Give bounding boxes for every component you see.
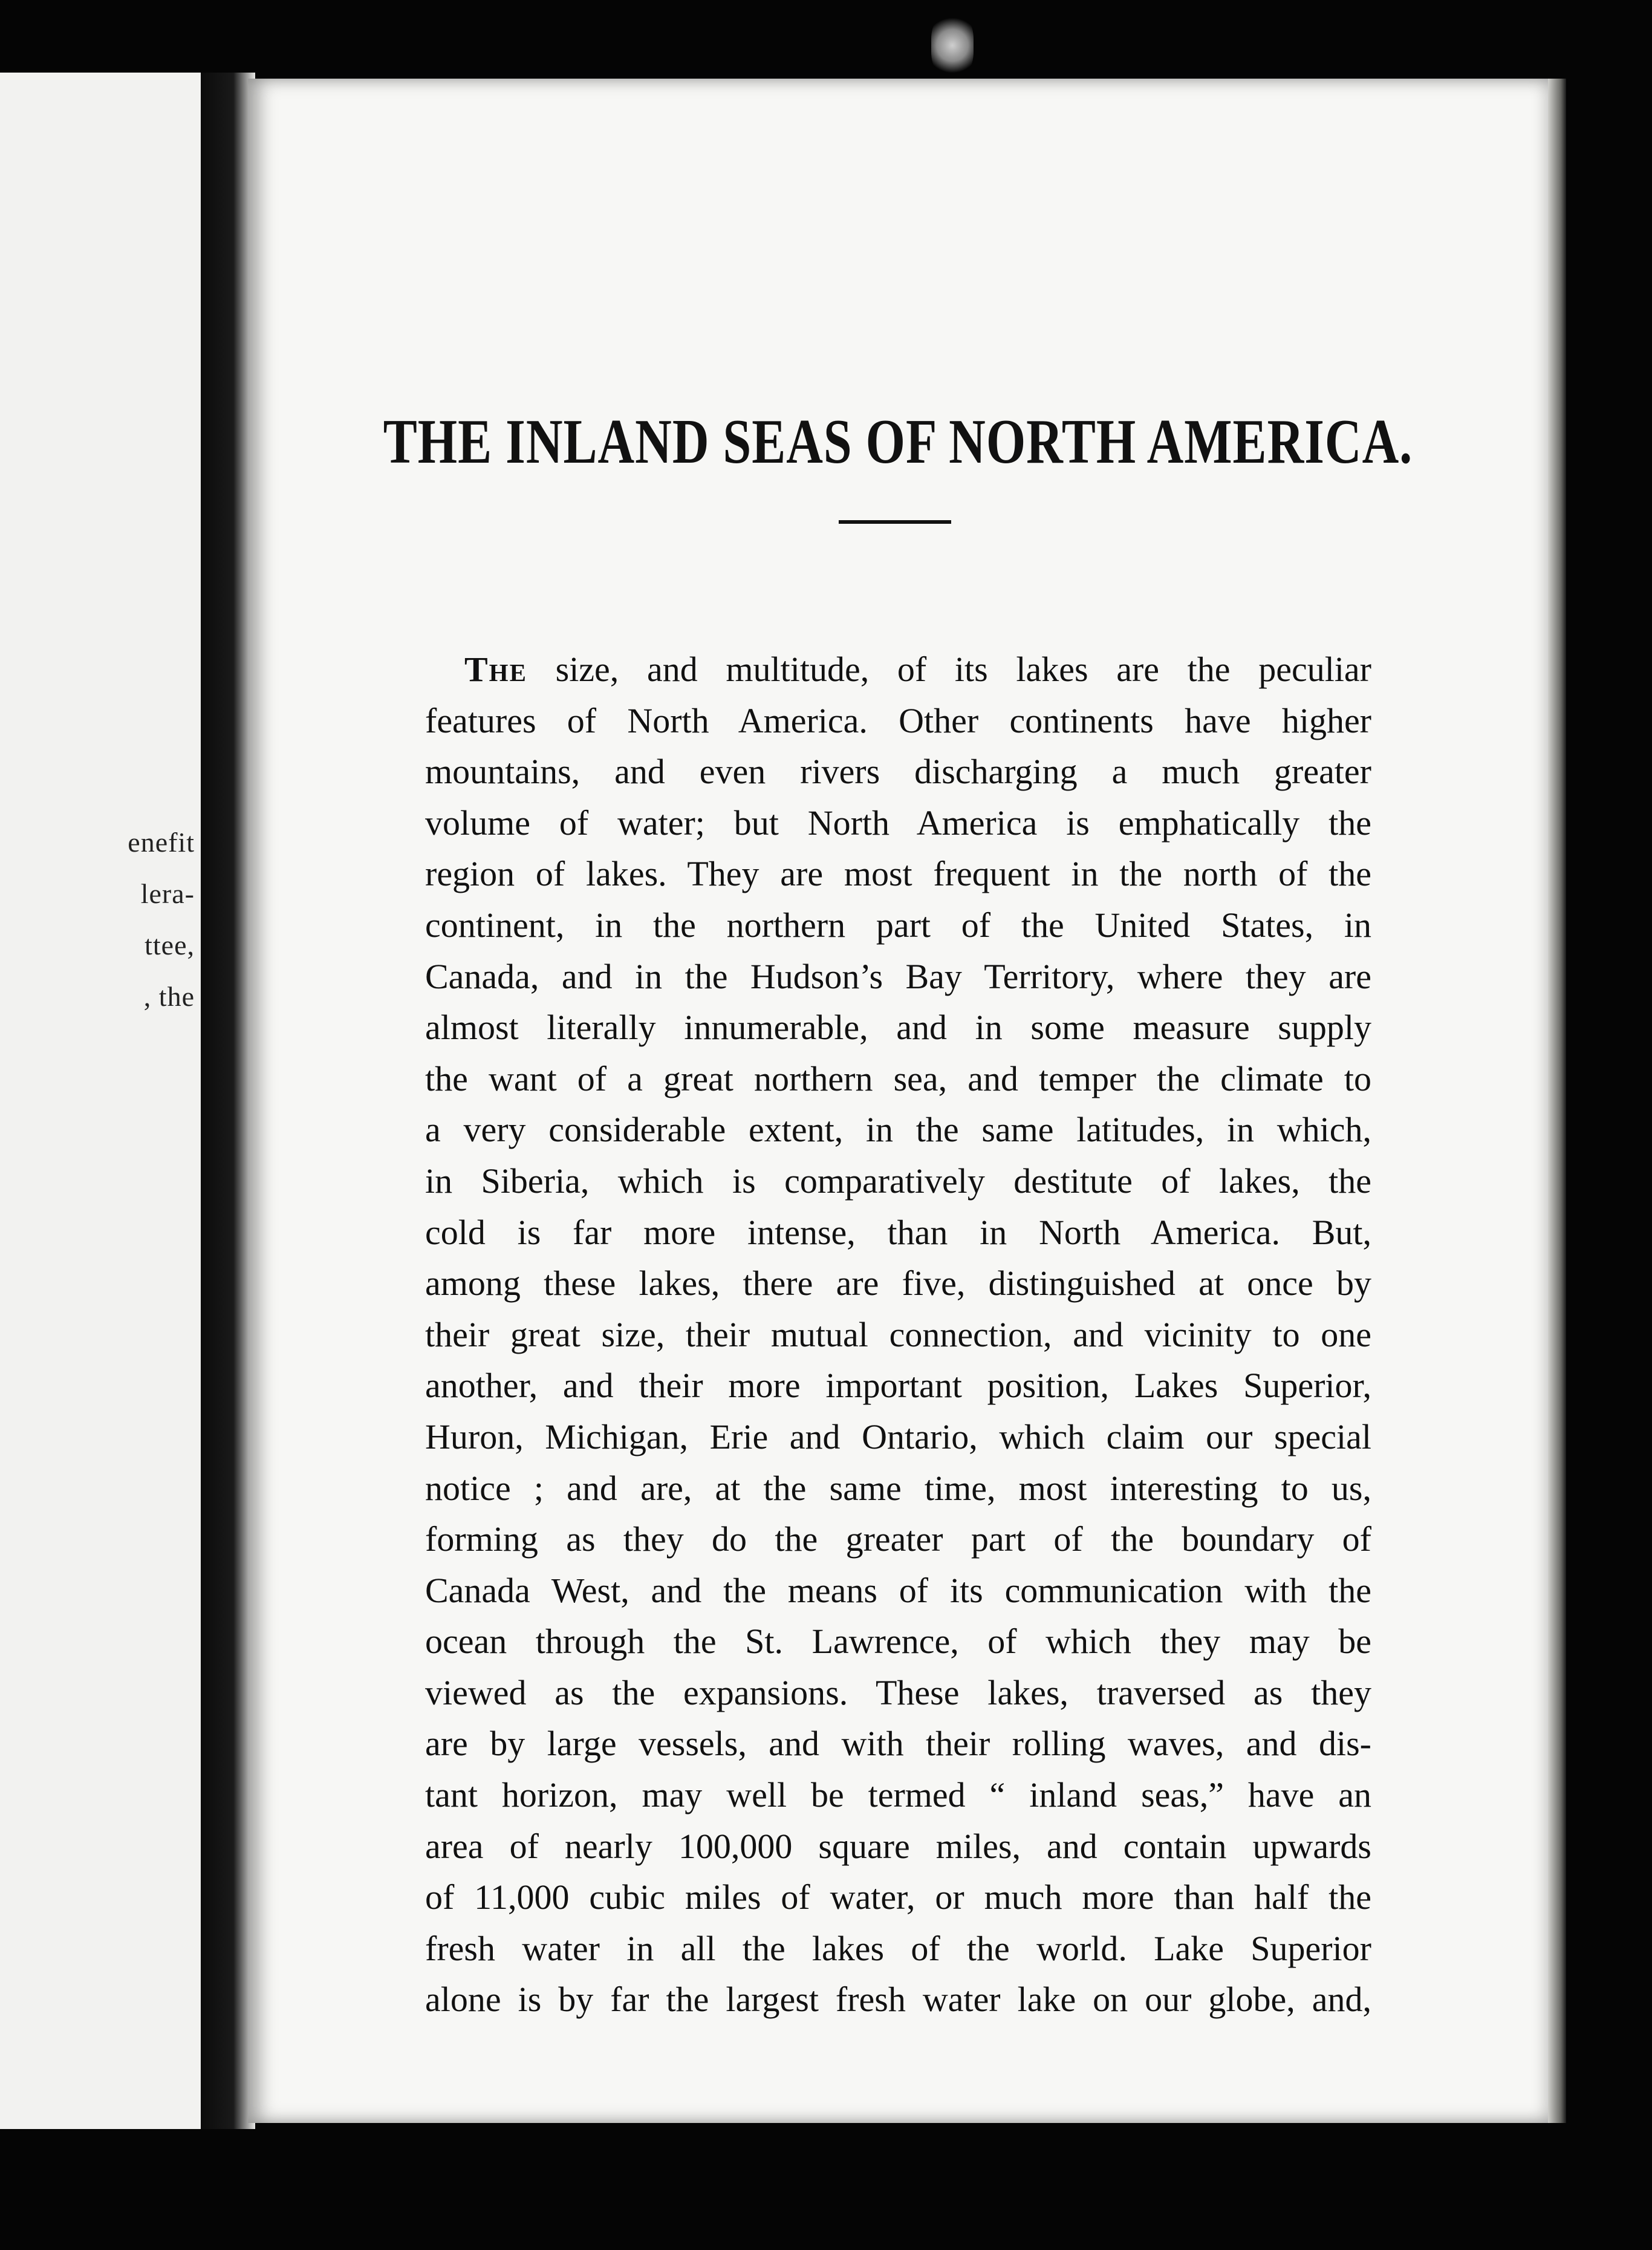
text-line: region of lakes. They are most frequent in the north of the: [425, 854, 1371, 894]
text-line: tant horizon, may well be termed “ inland seas,” have an: [425, 1775, 1371, 1815]
text-line: alone is by far the largest fresh water lake on our globe, and,: [425, 1980, 1371, 2020]
text-line: in Siberia, which is comparatively destitute of lakes, the: [425, 1161, 1371, 1201]
left-page-fragment: , the: [143, 981, 195, 1012]
text-line: cold is far more intense, than in North America. But,: [425, 1212, 1371, 1252]
text-line: The size, and multitude, of its lakes are the peculiar: [464, 650, 1371, 689]
text-line: notice ; and are, at the same time, most interesting to us,: [425, 1468, 1371, 1508]
left-facing-page: [0, 73, 201, 2129]
text-line: area of nearly 100,000 square miles, and contain upwards: [425, 1826, 1371, 1866]
text-line: fresh water in all the lakes of the world. Lake Superior: [425, 1928, 1371, 1968]
text-line: of 11,000 cubic miles of water, or much more than half the: [425, 1877, 1371, 1917]
text-line: Canada, and in the Hudson’s Bay Territory, where they are: [425, 956, 1371, 996]
title-rule: [839, 520, 951, 524]
text-line: mountains, and even rivers discharging a much greater: [425, 752, 1371, 792]
page-title: THE INLAND SEAS OF NORTH AMERICA.: [383, 406, 1413, 477]
scan-artifact: [931, 12, 974, 79]
left-page-fragment: ttee,: [145, 930, 195, 960]
left-page-fragment: lera-: [140, 878, 195, 909]
body-text: [425, 644, 1371, 2026]
text-line: are by large vessels, and with their rolling waves, and dis-: [425, 1724, 1371, 1764]
text-line: Canada West, and the means of its communication with the: [425, 1570, 1371, 1610]
text-line: continent, in the northern part of the United States, in: [425, 905, 1371, 945]
book-page: [248, 79, 1548, 2123]
lead-word: The: [464, 650, 527, 689]
text-line: among these lakes, there are five, distinguished at once by: [425, 1264, 1371, 1303]
text-line: another, and their more important position, Lakes Superior,: [425, 1366, 1371, 1406]
text-line: the want of a great northern sea, and temper the climate to: [425, 1058, 1371, 1098]
book-gutter: [201, 73, 255, 2129]
text-line: forming as they do the greater part of the boundary of: [425, 1519, 1371, 1559]
text-line: a very considerable extent, in the same latitudes, in which,: [425, 1110, 1371, 1150]
text-line: Huron, Michigan, Erie and Ontario, which claim our special: [425, 1417, 1371, 1456]
text-line: volume of water; but North America is emphatically the: [425, 803, 1371, 843]
text-line: features of North America. Other continents have higher: [425, 700, 1371, 740]
page-edge: [1548, 79, 1566, 2123]
text-line: ocean through the St. Lawrence, of which they may be: [425, 1622, 1371, 1661]
text-line: viewed as the expansions. These lakes, traversed as they: [425, 1672, 1371, 1712]
text-line: their great size, their mutual connection, and vicinity to one: [425, 1314, 1371, 1354]
text-line: almost literally innumerable, and in some measure supply: [425, 1008, 1371, 1048]
left-page-fragment: enefit: [128, 827, 195, 858]
